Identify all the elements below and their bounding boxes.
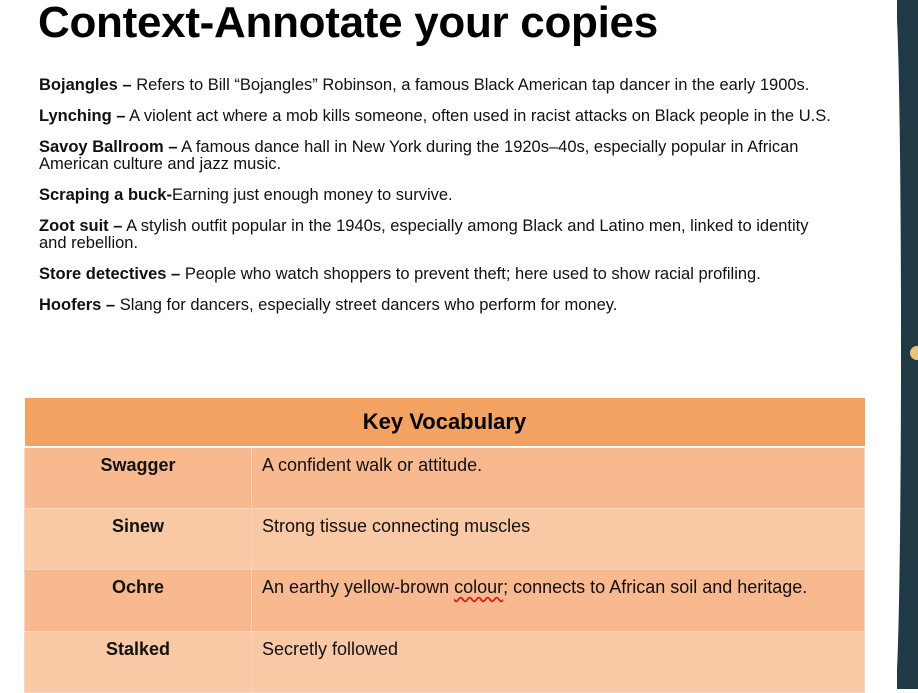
vocab-word: Sinew (25, 509, 252, 570)
definition-item (39, 266, 839, 283)
table-row (25, 570, 865, 632)
definition-item (39, 139, 839, 173)
vocab-word: Ochre (25, 570, 252, 632)
page-title: Context-Annotate your copies (38, 0, 658, 47)
definition-item (39, 77, 839, 94)
definition-text: A stylish outfit popular in the 1940s, especially among Black and Latino men, linked to identity and rebellion. (39, 217, 809, 252)
vocab-meaning-part: ; connects to African soil and heritage. (503, 577, 808, 597)
definition-text: A violent act where a mob kills someone, often used in racist attacks on Black people in the U.S. (125, 107, 831, 125)
definition-term: Zoot suit – (39, 217, 123, 235)
definition-term: Lynching – (39, 107, 126, 125)
definition-text: Earning just enough money to survive. (171, 186, 453, 204)
table-row (25, 632, 865, 693)
definition-text: A famous dance hall in New York during the 1920s–40s, especially popular in African American culture and jazz music. (39, 138, 799, 173)
definition-term: Hoofers – (39, 296, 116, 314)
definition-term: Bojangles – (39, 76, 132, 94)
definitions-list (39, 77, 839, 328)
vocab-word: Stalked (25, 632, 252, 693)
vocab-meaning: Strong tissue connecting muscles (252, 509, 865, 570)
side-dot-decoration (910, 346, 918, 360)
table-row (25, 447, 865, 509)
vocab-meaning: A confident walk or attitude. (252, 447, 865, 509)
vocab-meaning-part: An earthy yellow-brown (262, 577, 455, 597)
definition-text: People who watch shoppers to prevent theft; here used to show racial profiling. (180, 265, 761, 283)
definition-item (39, 218, 839, 252)
definition-term: Savoy Ballroom – (39, 138, 178, 156)
key-vocabulary-table (24, 398, 865, 693)
side-panel-decoration (897, 0, 918, 689)
spellcheck-flagged-word[interactable]: colour (454, 577, 504, 597)
definition-item (39, 187, 839, 204)
definition-term: Store detectives – (39, 265, 181, 283)
definition-text: Slang for dancers, especially street dancers who perform for money. (115, 296, 618, 314)
vocab-meaning: Secretly followed (252, 632, 865, 693)
definition-item (39, 108, 839, 125)
definition-term: Scraping a buck- (39, 186, 172, 204)
definition-text: Refers to Bill “Bojangles” Robinson, a famous Black American tap dancer in the early 1900s. (131, 76, 810, 94)
key-vocabulary-heading: Key Vocabulary (25, 398, 865, 447)
definition-item (39, 297, 839, 314)
table-row (25, 509, 865, 570)
vocab-word: Swagger (25, 447, 252, 509)
vocab-meaning (252, 570, 865, 632)
